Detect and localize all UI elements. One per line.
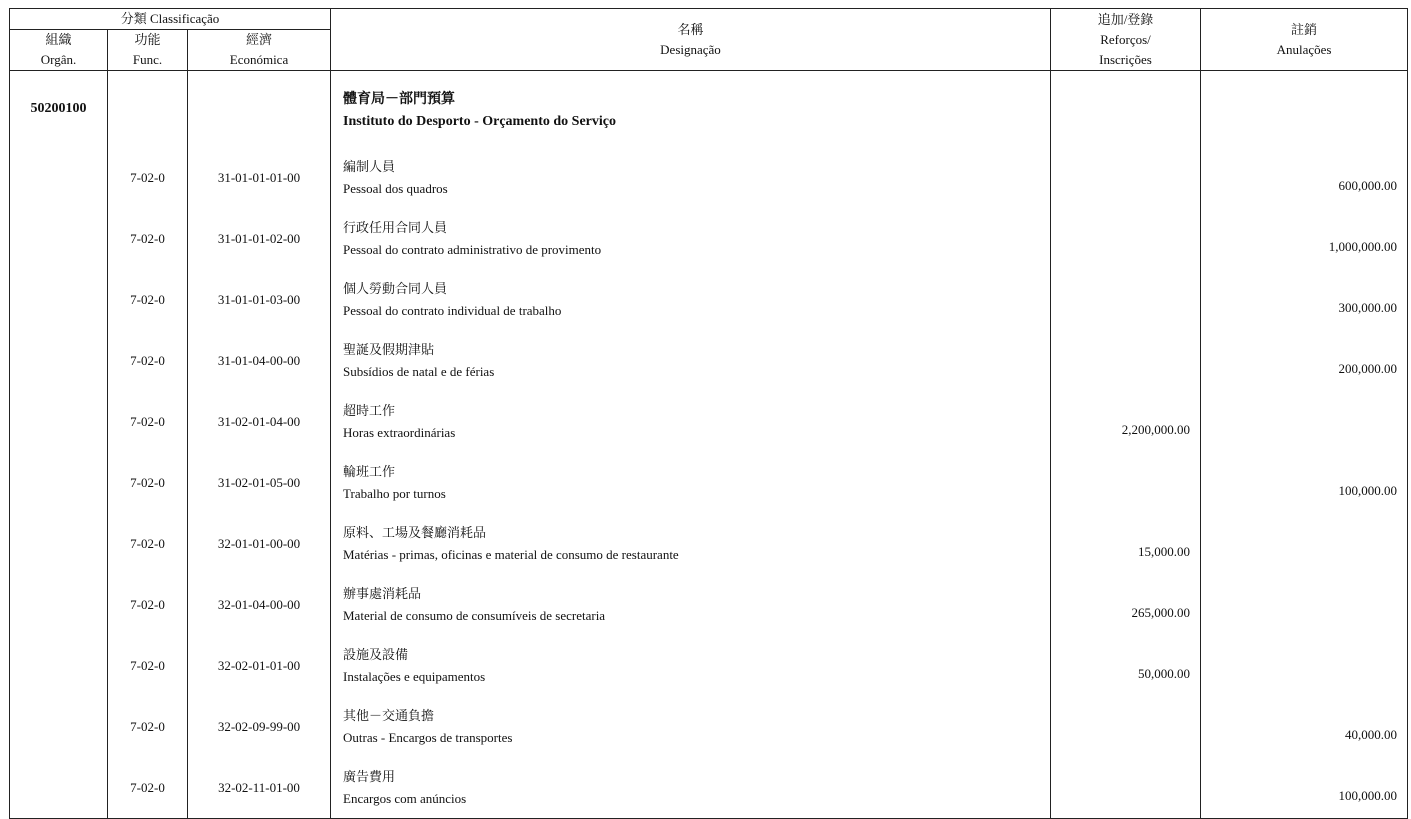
reforcos-value xyxy=(1051,452,1201,513)
anulacoes-value: 300,000.00 xyxy=(1201,269,1408,330)
section-anulacoes xyxy=(1201,71,1408,148)
designation-pt: Encargos com anúncios xyxy=(343,790,467,806)
anulacoes-value xyxy=(1201,574,1408,635)
organ-cell xyxy=(10,269,108,330)
designation-zh: 行政任用合同人員 xyxy=(343,219,448,235)
reforcos-value xyxy=(1051,757,1201,819)
header-econ-pt: Económica xyxy=(229,52,289,67)
designation-zh: 編制人員 xyxy=(343,158,396,174)
econ-code: 31-01-01-01-00 xyxy=(188,147,331,208)
section-row xyxy=(10,71,1408,148)
section-name-pt: Instituto do Desporto - Orçamento do Serviço xyxy=(343,114,616,129)
designation-zh: 超時工作 xyxy=(343,402,396,418)
section-name-zh: 體育局－部門預算 xyxy=(343,92,455,107)
header-func-zh: 功能 xyxy=(134,32,161,47)
designation-zh: 聖誕及假期津貼 xyxy=(343,341,435,357)
section-designation xyxy=(331,71,1051,148)
designation-pt: Pessoal do contrato administrativo de provimento xyxy=(343,241,602,257)
header-anulacoes-zh: 註銷 xyxy=(1290,21,1317,37)
organ-cell xyxy=(10,513,108,574)
header-organ-pt: Orgân. xyxy=(40,52,77,67)
designation xyxy=(331,513,1051,574)
anulacoes-value: 40,000.00 xyxy=(1201,696,1408,757)
reforcos-value xyxy=(1051,696,1201,757)
header-classification: 分類 Classificação xyxy=(10,9,331,30)
designation-zh: 其他－交通負擔 xyxy=(343,707,435,723)
header-organ-zh: 組織 xyxy=(45,32,72,47)
section-reforcos xyxy=(1051,71,1201,148)
econ-code: 32-02-11-01-00 xyxy=(188,757,331,819)
table-row xyxy=(10,391,1408,452)
designation-pt: Horas extraordinárias xyxy=(343,424,456,440)
designation-zh: 輪班工作 xyxy=(343,463,396,479)
budget-table xyxy=(9,8,1408,819)
table-row xyxy=(10,330,1408,391)
organ-cell xyxy=(10,391,108,452)
header-designation xyxy=(331,9,1051,71)
designation xyxy=(331,208,1051,269)
organ-cell xyxy=(10,757,108,819)
table-row xyxy=(10,208,1408,269)
header-econ-zh: 經濟 xyxy=(245,32,272,47)
anulacoes-value xyxy=(1201,635,1408,696)
func-code: 7-02-0 xyxy=(108,147,188,208)
designation-pt: Subsídios de natal e de férias xyxy=(343,363,495,379)
header-econ xyxy=(188,30,331,71)
organ-cell xyxy=(10,696,108,757)
organ-cell xyxy=(10,574,108,635)
designation-pt: Pessoal dos quadros xyxy=(343,180,448,196)
econ-code: 32-02-09-99-00 xyxy=(188,696,331,757)
designation-zh: 辦事處消耗品 xyxy=(343,585,422,601)
organ-cell xyxy=(10,330,108,391)
anulacoes-value: 200,000.00 xyxy=(1201,330,1408,391)
table-row xyxy=(10,269,1408,330)
table-row xyxy=(10,513,1408,574)
func-code: 7-02-0 xyxy=(108,269,188,330)
designation-zh: 設施及設備 xyxy=(343,646,409,662)
anulacoes-value: 1,000,000.00 xyxy=(1201,208,1408,269)
anulacoes-value xyxy=(1201,391,1408,452)
econ-code: 31-02-01-04-00 xyxy=(188,391,331,452)
reforcos-value: 265,000.00 xyxy=(1051,574,1201,635)
designation xyxy=(331,330,1051,391)
designation-pt: Material de consumo de consumíveis de secretaria xyxy=(343,607,606,623)
header-organ xyxy=(10,30,108,71)
econ-code: 31-01-01-03-00 xyxy=(188,269,331,330)
designation xyxy=(331,635,1051,696)
econ-code: 32-01-04-00-00 xyxy=(188,574,331,635)
designation-pt: Pessoal do contrato individual de trabalho xyxy=(343,302,562,318)
header-anulacoes-pt: Anulações xyxy=(1276,41,1332,57)
anulacoes-value xyxy=(1201,513,1408,574)
reforcos-value xyxy=(1051,208,1201,269)
organ-cell xyxy=(10,452,108,513)
designation xyxy=(331,147,1051,208)
header-anulacoes xyxy=(1201,9,1408,71)
table-row xyxy=(10,147,1408,208)
designation-pt: Instalações e equipamentos xyxy=(343,668,486,684)
header-func-pt: Func. xyxy=(132,52,163,67)
func-code: 7-02-0 xyxy=(108,574,188,635)
reforcos-value: 50,000.00 xyxy=(1051,635,1201,696)
reforcos-value xyxy=(1051,147,1201,208)
header-reforcos-pt1: Reforços/ xyxy=(1100,31,1151,47)
reforcos-value: 15,000.00 xyxy=(1051,513,1201,574)
reforcos-value xyxy=(1051,269,1201,330)
table-row xyxy=(10,452,1408,513)
anulacoes-value: 600,000.00 xyxy=(1201,147,1408,208)
func-code: 7-02-0 xyxy=(108,208,188,269)
econ-code: 32-02-01-01-00 xyxy=(188,635,331,696)
designation-zh: 原料、工場及餐廳消耗品 xyxy=(343,524,487,540)
econ-code: 32-01-01-00-00 xyxy=(188,513,331,574)
designation xyxy=(331,696,1051,757)
organ-cell xyxy=(10,635,108,696)
table-row xyxy=(10,635,1408,696)
section-func xyxy=(108,71,188,148)
func-code: 7-02-0 xyxy=(108,513,188,574)
designation-zh: 廣告費用 xyxy=(343,768,396,784)
func-code: 7-02-0 xyxy=(108,452,188,513)
designation-pt: Trabalho por turnos xyxy=(343,485,446,501)
header-designation-pt: Designação xyxy=(660,41,721,57)
table-row xyxy=(10,574,1408,635)
header-func xyxy=(108,30,188,71)
anulacoes-value: 100,000.00 xyxy=(1201,452,1408,513)
func-code: 7-02-0 xyxy=(108,696,188,757)
reforcos-value xyxy=(1051,330,1201,391)
designation xyxy=(331,574,1051,635)
designation-pt: Outras - Encargos de transportes xyxy=(343,729,513,745)
table-row xyxy=(10,757,1408,819)
section-organ-code: 50200100 xyxy=(10,71,108,148)
header-reforcos-zh: 追加/登錄 xyxy=(1097,11,1154,27)
designation xyxy=(331,452,1051,513)
func-code: 7-02-0 xyxy=(108,635,188,696)
func-code: 7-02-0 xyxy=(108,391,188,452)
designation-pt: Matérias - primas, oficinas e material de consumo de restaurante xyxy=(343,546,679,562)
header-reforcos xyxy=(1051,9,1201,71)
organ-cell xyxy=(10,147,108,208)
table-row xyxy=(10,696,1408,757)
econ-code: 31-02-01-05-00 xyxy=(188,452,331,513)
header-reforcos-pt2: Inscrições xyxy=(1099,51,1152,67)
reforcos-value: 2,200,000.00 xyxy=(1051,391,1201,452)
anulacoes-value: 100,000.00 xyxy=(1201,757,1408,819)
func-code: 7-02-0 xyxy=(108,330,188,391)
econ-code: 31-01-01-02-00 xyxy=(188,208,331,269)
section-econ xyxy=(188,71,331,148)
designation xyxy=(331,757,1051,819)
func-code: 7-02-0 xyxy=(108,757,188,819)
designation xyxy=(331,391,1051,452)
designation-zh: 個人勞動合同人員 xyxy=(343,280,448,296)
organ-cell xyxy=(10,208,108,269)
designation xyxy=(331,269,1051,330)
header-designation-zh: 名稱 xyxy=(677,21,704,37)
econ-code: 31-01-04-00-00 xyxy=(188,330,331,391)
